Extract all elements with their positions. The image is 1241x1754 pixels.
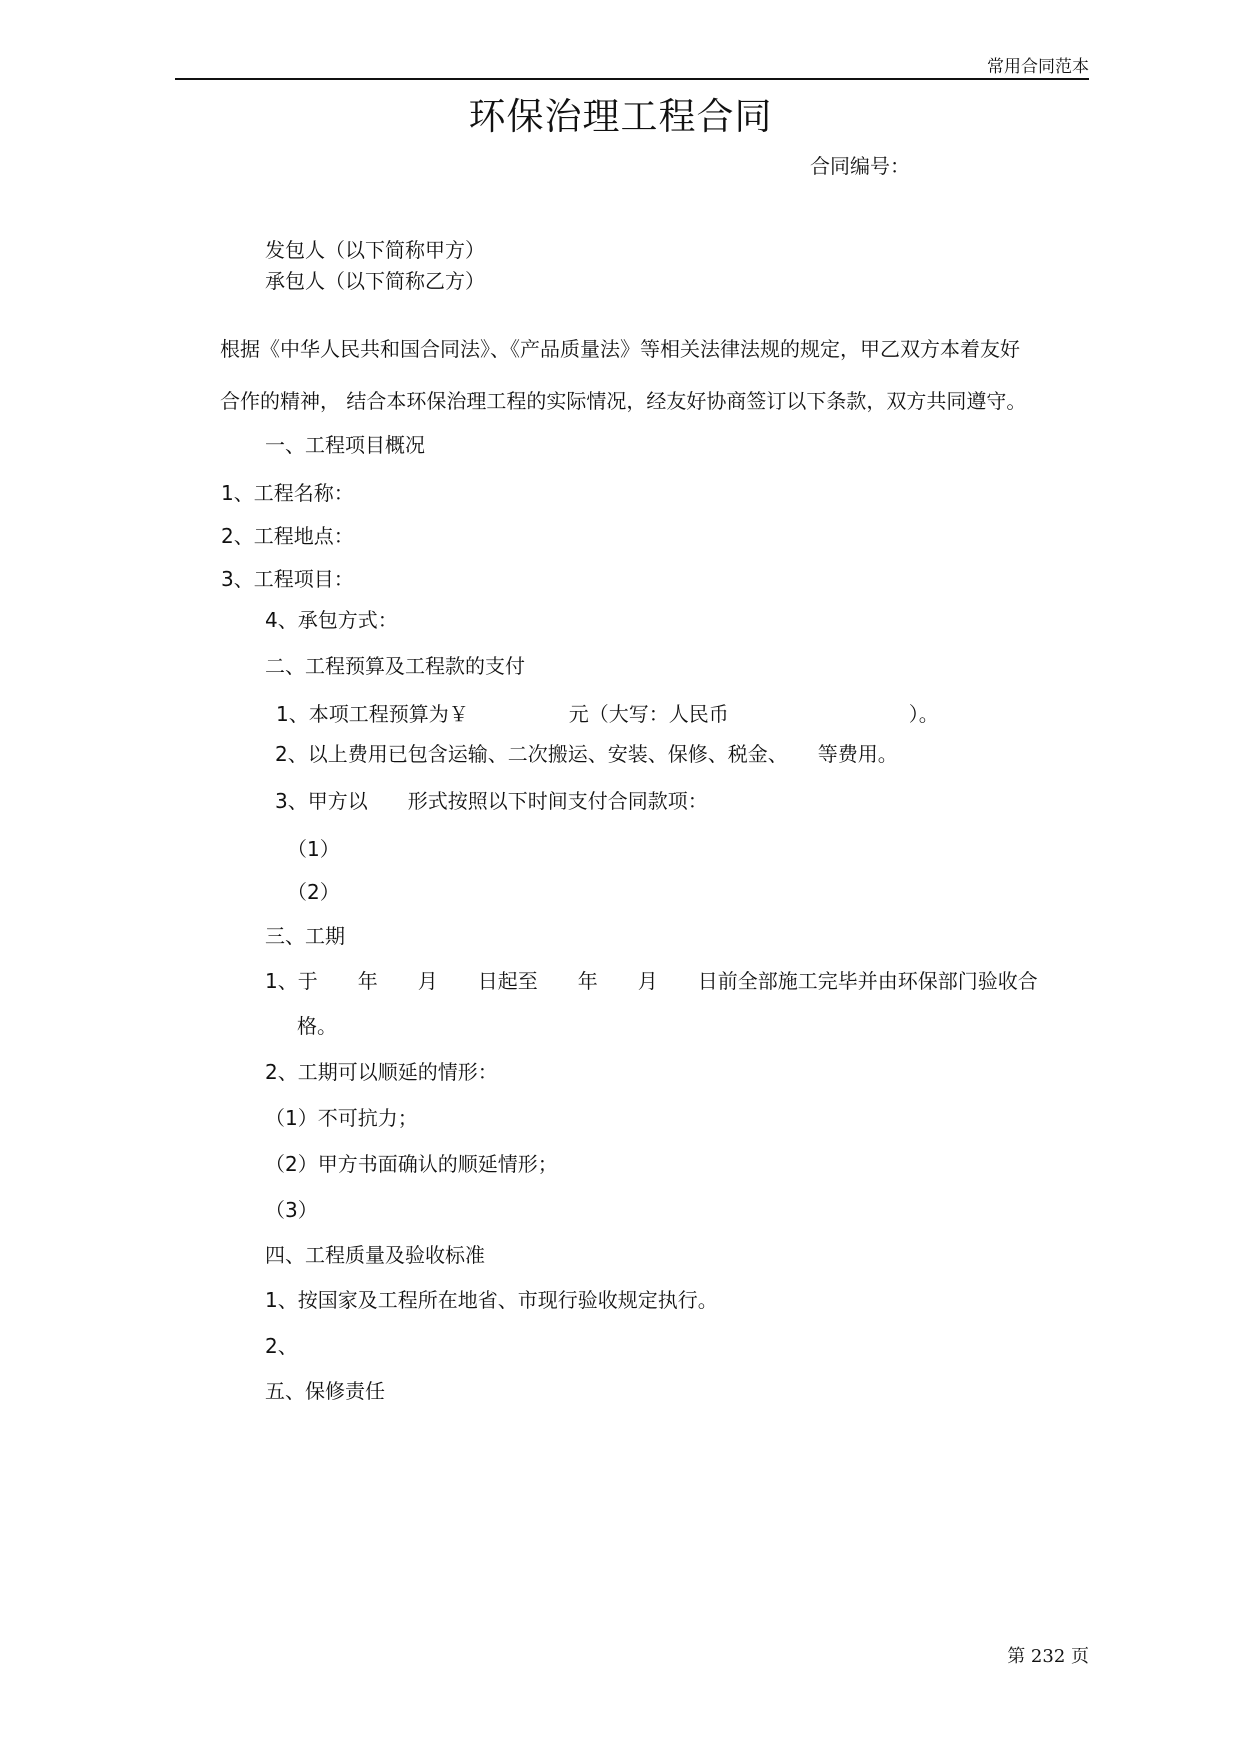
section-1-item-3: 3、工程项目： (221, 567, 354, 591)
section-2-sub-2: （2） (287, 880, 340, 904)
page-number: 第 232 页 (1007, 1646, 1089, 1667)
section-4-heading: 四、工程质量及验收标准 (265, 1243, 485, 1267)
section-2-item-2: 2、以上费用已包含运输、二次搬运、安装、保修、税金、 等费用。 (275, 742, 898, 766)
header-divider (175, 78, 1089, 80)
section-3-item-1-line-2: 格。 (297, 1014, 337, 1038)
document-title: 环保治理工程合同 (468, 95, 773, 138)
section-3-sub-2: （2）甲方书面确认的顺延情形； (265, 1152, 558, 1176)
section-3-sub-3: （3） (265, 1198, 318, 1222)
section-1-item-2: 2、工程地点： (221, 524, 354, 548)
section-2-item-1: 1、本项工程预算为￥ 元（大写：人民币 ）。 (276, 702, 939, 726)
header-label: 常用合同范本 (987, 57, 1089, 77)
section-1-heading: 一、工程项目概况 (265, 433, 425, 457)
section-1-item-1: 1、工程名称： (221, 481, 354, 505)
section-3-heading: 三、工期 (265, 924, 345, 948)
section-2-heading: 二、工程预算及工程款的支付 (265, 654, 525, 678)
party-employer: 发包人（以下简称甲方） (265, 238, 485, 262)
section-1-item-4: 4、承包方式： (265, 608, 398, 632)
section-3-item-1-line-1: 1、于 年 月 日起至 年 月 日前全部施工完毕并由环保部门验收合 (265, 969, 1038, 993)
section-2-sub-1: （1） (287, 837, 340, 861)
section-5-heading: 五、保修责任 (265, 1379, 385, 1403)
preamble-line-1: 根据《中华人民共和国合同法》、《产品质量法》等相关法律法规的规定，甲乙双方本着友好 (220, 337, 1020, 361)
section-3-item-2: 2、工期可以顺延的情形： (265, 1060, 498, 1084)
contract-number-label: 合同编号： (810, 154, 910, 178)
section-2-item-3: 3、甲方以 形式按照以下时间支付合同款项： (275, 789, 708, 813)
section-4-item-1: 1、按国家及工程所在地省、市现行验收规定执行。 (265, 1288, 718, 1312)
section-4-item-2: 2、 (265, 1334, 298, 1358)
preamble-line-2: 合作的精神， 结合本环保治理工程的实际情况，经友好协商签订以下条款，双方共同遵守。 (220, 389, 1027, 413)
section-3-sub-1: （1）不可抗力； (265, 1106, 418, 1130)
party-contractor: 承包人（以下简称乙方） (265, 269, 485, 293)
